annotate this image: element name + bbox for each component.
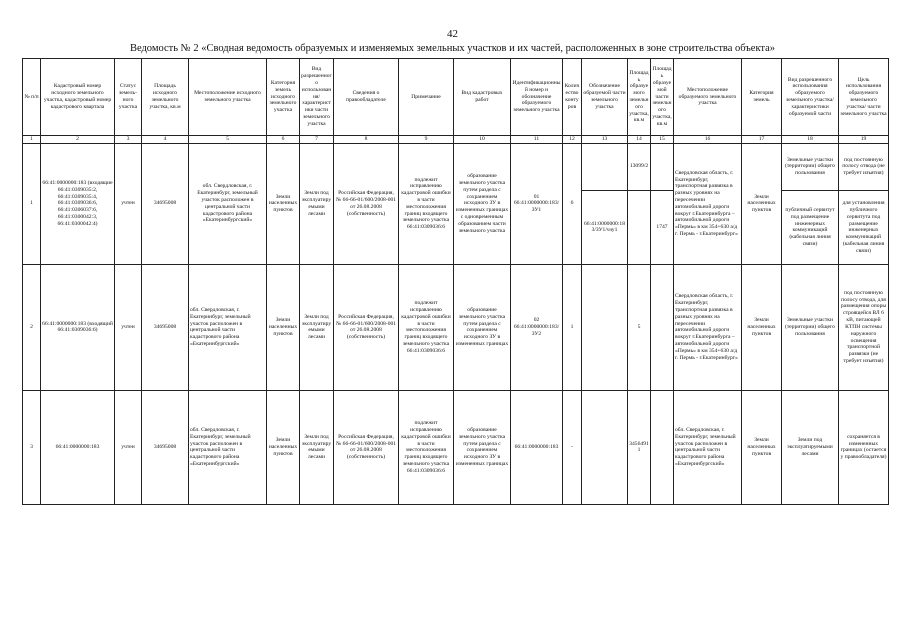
cadastral-works: образование земельного участка путем раздела с сохранением исходного ЗУ в измененных границах с одновременным образованием части земельного участка [454, 143, 511, 264]
new-plot-area: 34564911 [628, 390, 651, 504]
source-location: обл. Свердловская, г. Екатеринбург, земельный участок расположен в центральной части кадастрового района «Екатеринбургский» [189, 264, 267, 390]
contour-count: - [563, 390, 582, 504]
new-plot-area: 13099/2 [628, 143, 651, 190]
header-cell: Примечание [399, 59, 454, 136]
header-cell: Категория земель исходного земельного участка [267, 59, 300, 136]
land-category: Земли населенных пунктов [267, 143, 300, 264]
header-cell: Площадь образуемой части земельного участка, кв.м [651, 59, 674, 136]
row-number: 2 [23, 264, 41, 390]
col-number: 10 [454, 136, 511, 144]
part-designation [582, 390, 628, 504]
status: учтен [115, 390, 142, 504]
source-location: обл. Свердловская, г. Екатеринбург, земельный участок расположен в центральной части кадастрового района «Екатеринбургский» [189, 390, 267, 504]
cadastral-number: 66:41:0000000:183 (входящий 66:41:0309036:6) [41, 264, 115, 390]
cadastral-number: 66:41:0000000:183 (входящие 66:41:0309035:2, 66:41:0309035:4, 66:41:0309036:6, 66:41:0306037:6, 66:41:0300042:3, 66:41:0300042:4) [41, 143, 115, 264]
usage-goal: для установления публичного сервитута под размещение инженерных коммуникаций (кабельная линия связи) [839, 190, 889, 264]
usage-goal: под постоянную полосу отвода, для размещения опоры строящейся ВЛ 6 кВ, питающей КТПН системы наружного освещения транспортной развязки (не требует изъятия) [839, 264, 889, 390]
header-cell: Обозначение образуемой части земельного участка [582, 59, 628, 136]
col-number: 15 [651, 136, 674, 144]
col-number: 2 [41, 136, 115, 144]
new-plot-area-empty [628, 190, 651, 264]
header-cell: Цель использования образуемого земельного участка/ части земельного участка [839, 59, 889, 136]
col-number: 3 [115, 136, 142, 144]
col-number: 5 [189, 136, 267, 144]
part-designation-empty [582, 143, 628, 190]
col-number: 4 [142, 136, 189, 144]
owner-info: Российская Федерация, № 66-66-01/600/2008-001 от 26.08.2008 (собственность) [334, 264, 399, 390]
owner-info: Российская Федерация, № 66-66-01/600/2008-001 от 26.08.2008 (собственность) [334, 390, 399, 504]
land-category: Земли населенных пунктов [267, 264, 300, 390]
header-cell: Вид разрешенного использования/ характеристики части земельного участка [300, 59, 334, 136]
table-row [23, 264, 889, 390]
document-title: Ведомость № 2 «Сводная ведомость образуемых и изменяемых земельных участков и их частей, расположенных в зоне строительства объекта» [129, 43, 776, 54]
note: подлежит исправлению кадастровой ошибки в части местоположения границ входящего земельного участка 66:41:0309036:6 [399, 264, 454, 390]
new-category: Земли населенных пунктов [742, 143, 782, 264]
note: подлежит исправлению кадастровой ошибки в части местоположения границ входящего земельного участка 66:41:0309036:6 [399, 143, 454, 264]
owner-info: Российская Федерация, № 66-66-01/600/2008-001 от 26.08.2008 (собственность) [334, 143, 399, 264]
source-area: 34695008 [142, 264, 189, 390]
header-cell: Кадастровый номер исходного земельного участка, кадастровый номер кадастрового квартала [41, 59, 115, 136]
source-area: 34695008 [142, 390, 189, 504]
header-cell: Местоположение исходного земельного участка [189, 59, 267, 136]
cadastral-number: 66:41:0000000:183 [41, 390, 115, 504]
col-number: 9 [399, 136, 454, 144]
part-area [651, 264, 674, 390]
permitted-use: Земли под эксплуатируемыми лесами [300, 390, 334, 504]
header-row [23, 59, 889, 136]
row-number: 1 [23, 143, 41, 264]
new-permitted-use: Земельные участки (территории) общего пользования [782, 264, 839, 390]
col-number: 17 [742, 136, 782, 144]
new-location: Свердловская область, г. Екатеринбург, транспортная развязка в разных уровнях на пересечении автомобильной дороги вокруг г.Екатеринбурга – автомобильной дороги «Пермь» в км 354+630 а/д г. Пермь - г.Екатеринбург» [674, 143, 742, 264]
page-number: 42 [447, 28, 458, 40]
new-plot-area: 5 [628, 264, 651, 390]
row-number: 3 [23, 390, 41, 504]
col-number: 8 [334, 136, 399, 144]
col-number: 13 [582, 136, 628, 144]
new-plot-id: 66:41:0000000:183 [511, 390, 563, 504]
header-cell: № п/п [23, 59, 41, 136]
col-number: 16 [674, 136, 742, 144]
land-category: Земли населенных пунктов [267, 390, 300, 504]
cadastral-works: образование земельного участка путем раздела с сохранением исходного ЗУ в измененных границах [454, 264, 511, 390]
part-area [651, 390, 674, 504]
table-row [23, 390, 889, 504]
header-cell: Местоположение образуемого земельного участка [674, 59, 742, 136]
part-designation: 66:41:0000000:183/ЗУ1/чзу1 [582, 190, 628, 264]
new-plot-id: 01 66:41:0000000:183/ЗУ1 [511, 143, 563, 264]
new-location: Свердловская область, г. Екатеринбург, транспортная развязка в разных уровнях на пересечении автомобильной дороги вокруг г.Екатеринбурга – автомобильной дороги «Пермь» в км 354+630 а/д г. Пермь - г.Екатеринбург» [674, 264, 742, 390]
header-cell: Идентификационный номер и обозначение образуемого земельного участка [511, 59, 563, 136]
col-number: 18 [782, 136, 839, 144]
col-number: 7 [300, 136, 334, 144]
new-plot-id: 02 66:41:0000000:183/ЗУ2 [511, 264, 563, 390]
permitted-use: Земли под эксплуатируемыми лесами [300, 264, 334, 390]
permitted-use: Земли под эксплуатируемыми лесами [300, 143, 334, 264]
note: подлежит исправлению кадастровой ошибки в части местоположения границ входящего земельного участка 66:41:0309036:6 [399, 390, 454, 504]
table-row [23, 143, 889, 190]
column-number-row [23, 136, 889, 144]
new-location: обл. Свердловская, г. Екатеринбург, земельный участок расположен в центральной части кадастрового района «Екатеринбургский» [674, 390, 742, 504]
part-area: 1747 [651, 190, 674, 264]
new-permitted-use: Земли под эксплуатируемыми лесами [782, 390, 839, 504]
col-number: 14 [628, 136, 651, 144]
col-number: 1 [23, 136, 41, 144]
header-cell: Площадь образуемого земельного участка, кв.м [628, 59, 651, 136]
new-permitted-use: публичный сервитут под размещение инженерных коммуникаций (кабельная линия связи) [782, 190, 839, 264]
new-category: Земли населенных пунктов [742, 264, 782, 390]
header-cell: Вид кадастровых работ [454, 59, 511, 136]
source-location: обл. Свердловская, г. Екатеринбург, земельный участок расположен в центральной части кадастрового района «Екатеринбургский» [189, 143, 267, 264]
cadastral-works: образование земельного участка путем раздела с сохранением исходного ЗУ в измененных границах [454, 390, 511, 504]
col-number: 6 [267, 136, 300, 144]
new-category: Земли населенных пунктов [742, 390, 782, 504]
header-cell: Статус земель-ного участка [115, 59, 142, 136]
new-permitted-use: Земельные участки (территории) общего пользования [782, 143, 839, 190]
contour-count: 6 [563, 143, 582, 264]
header-cell: Вид разрешенного использования образуемого земельного участка/характеристики образуемой части [782, 59, 839, 136]
header-cell: Количество контуров [563, 59, 582, 136]
col-number: 12 [563, 136, 582, 144]
header-cell: Категория земель [742, 59, 782, 136]
col-number: 11 [511, 136, 563, 144]
usage-goal: под постоянную полосу отвода (не требует изъятия) [839, 143, 889, 190]
contour-count: 1 [563, 264, 582, 390]
part-area-empty [651, 143, 674, 190]
col-number: 19 [839, 136, 889, 144]
summary-table [22, 58, 889, 505]
part-designation [582, 264, 628, 390]
usage-goal: сохраняется в измененных границах (остается у правообладателя) [839, 390, 889, 504]
header-cell: Площадь исходного земельного участка, кв.м [142, 59, 189, 136]
header-cell: Сведения о правообладателе [334, 59, 399, 136]
source-area: 34695008 [142, 143, 189, 264]
status: учтен [115, 264, 142, 390]
status: учтен [115, 143, 142, 264]
